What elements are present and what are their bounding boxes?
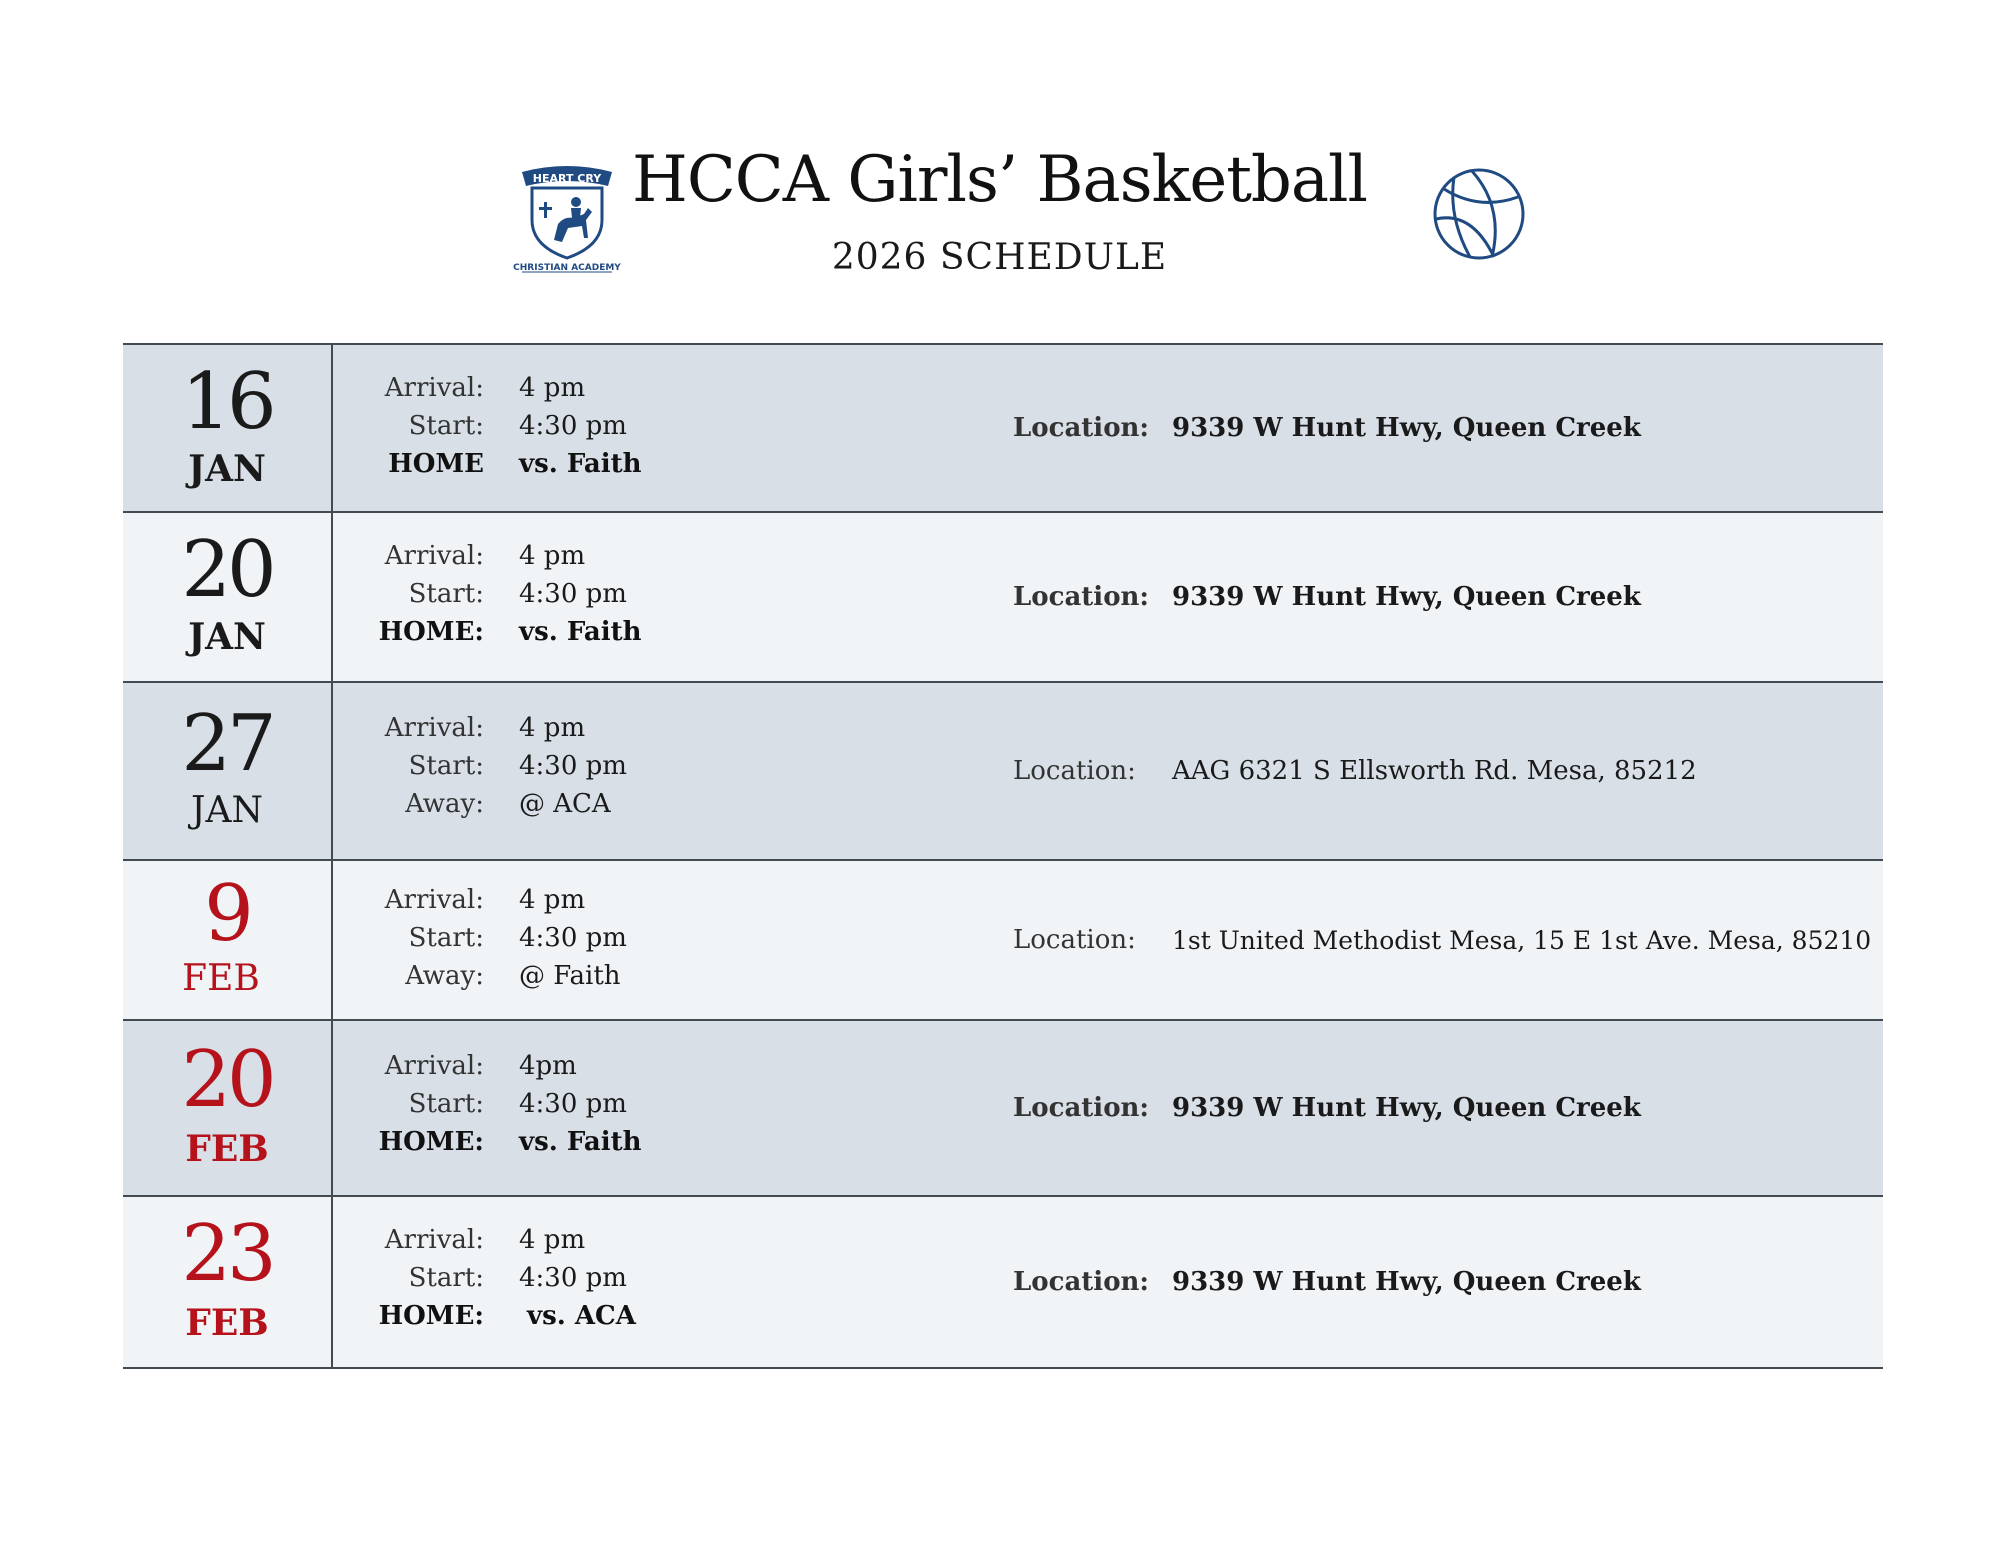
game-info	[363, 1047, 783, 1161]
opponent-line	[363, 1297, 783, 1335]
arrival-value: 4 pm	[519, 1225, 586, 1255]
date-cell	[123, 513, 333, 681]
arrival-value: 4 pm	[519, 373, 586, 403]
page-title: HCCA Girls’ Basketball	[632, 143, 1367, 217]
start-value: 4:30 pm	[519, 411, 627, 441]
start-line	[363, 1085, 783, 1123]
opponent-line	[363, 613, 783, 651]
arrival-line	[363, 1221, 783, 1259]
arrival-line	[363, 537, 783, 575]
arrival-label: Arrival:	[384, 541, 484, 571]
arrival-value: 4 pm	[519, 713, 586, 743]
arrival-label: Arrival:	[384, 1225, 484, 1255]
game-type-label: HOME:	[378, 617, 484, 647]
start-label: Start:	[408, 923, 484, 953]
date-month: FEB	[182, 958, 260, 999]
location-cell	[1013, 345, 1873, 511]
game-type-label: HOME:	[378, 1127, 484, 1157]
opponent-line	[363, 1123, 783, 1161]
location-value: 9339 W Hunt Hwy, Queen Creek	[1172, 582, 1641, 612]
arrival-label: Arrival:	[384, 713, 484, 743]
game-type-label: Away:	[405, 961, 484, 991]
location-label: Location:	[1013, 413, 1150, 443]
opponent-value: vs. Faith	[519, 1127, 642, 1157]
arrival-label: Arrival:	[384, 885, 484, 915]
date-cell	[123, 683, 333, 859]
opponent-value: vs. ACA	[527, 1301, 636, 1331]
start-label: Start:	[408, 1263, 484, 1293]
opponent-value: vs. Faith	[519, 617, 642, 647]
date-cell	[123, 1197, 333, 1367]
location-value: 9339 W Hunt Hwy, Queen Creek	[1172, 1267, 1641, 1297]
arrival-label: Arrival:	[384, 373, 484, 403]
opponent-line	[363, 445, 783, 483]
opponent-value: @ ACA	[519, 789, 611, 819]
start-label: Start:	[408, 411, 484, 441]
schedule-row	[123, 343, 1883, 511]
date-month: JAN	[188, 616, 266, 658]
start-value: 4:30 pm	[519, 1089, 627, 1119]
location-cell	[1013, 1197, 1873, 1367]
start-line	[363, 1259, 783, 1297]
location-value: AAG 6321 S Ellsworth Rd. Mesa, 85212	[1172, 756, 1697, 786]
svg-text:HEART CRY: HEART CRY	[532, 172, 602, 185]
arrival-line	[363, 1047, 783, 1085]
arrival-value: 4pm	[519, 1051, 577, 1081]
schedule-row	[123, 511, 1883, 681]
date-cell	[123, 345, 333, 511]
start-line	[363, 575, 783, 613]
date-month: FEB	[185, 1128, 269, 1170]
start-value: 4:30 pm	[519, 1263, 627, 1293]
start-value: 4:30 pm	[519, 923, 627, 953]
game-type-label: HOME	[388, 449, 484, 479]
date-month: JAN	[191, 790, 263, 831]
game-type-label: Away:	[405, 789, 484, 819]
date-cell	[123, 861, 333, 1019]
date-day: 9	[204, 869, 250, 959]
location-value: 9339 W Hunt Hwy, Queen Creek	[1172, 1093, 1641, 1123]
schedule-row	[123, 1019, 1883, 1195]
start-line	[363, 919, 783, 957]
game-info	[363, 1221, 783, 1335]
schedule-row	[123, 681, 1883, 859]
start-line	[363, 747, 783, 785]
arrival-value: 4 pm	[519, 885, 586, 915]
opponent-line	[363, 957, 783, 995]
location-label: Location:	[1013, 1093, 1150, 1123]
location-label: Location:	[1013, 1267, 1150, 1297]
start-line	[363, 407, 783, 445]
location-label: Location:	[1013, 925, 1136, 955]
page-header	[0, 0, 1999, 320]
date-day: 20	[181, 525, 273, 615]
date-month: JAN	[188, 448, 266, 490]
arrival-line	[363, 709, 783, 747]
location-cell	[1013, 683, 1873, 859]
opponent-line	[363, 785, 783, 823]
game-info	[363, 369, 783, 483]
basketball-icon	[1432, 167, 1526, 261]
date-cell	[123, 1021, 333, 1195]
arrival-value: 4 pm	[519, 541, 586, 571]
location-label: Location:	[1013, 756, 1136, 786]
opponent-value: vs. Faith	[519, 449, 642, 479]
schedule-row	[123, 859, 1883, 1019]
game-info	[363, 881, 783, 995]
opponent-value: @ Faith	[519, 961, 621, 991]
page-subtitle: 2026 SCHEDULE	[831, 237, 1168, 278]
start-label: Start:	[408, 579, 484, 609]
schedule-row	[123, 1195, 1883, 1369]
location-label: Location:	[1013, 582, 1150, 612]
game-info	[363, 709, 783, 823]
start-label: Start:	[408, 1089, 484, 1119]
location-value: 9339 W Hunt Hwy, Queen Creek	[1172, 413, 1641, 443]
location-cell	[1013, 861, 1873, 1019]
location-cell	[1013, 1021, 1873, 1195]
game-info	[363, 537, 783, 651]
start-value: 4:30 pm	[519, 751, 627, 781]
arrival-line	[363, 369, 783, 407]
date-day: 23	[181, 1209, 273, 1299]
schedule-table	[123, 343, 1883, 1369]
location-value: 1st United Methodist Mesa, 15 E 1st Ave. Mesa, 85210	[1172, 925, 1872, 955]
date-day: 16	[181, 357, 273, 447]
svg-text:CHRISTIAN ACADEMY: CHRISTIAN ACADEMY	[513, 263, 621, 273]
date-day: 20	[181, 1035, 273, 1125]
game-type-label: HOME:	[378, 1301, 484, 1331]
start-value: 4:30 pm	[519, 579, 627, 609]
arrival-line	[363, 881, 783, 919]
date-day: 27	[181, 699, 273, 789]
location-cell	[1013, 513, 1873, 681]
start-label: Start:	[408, 751, 484, 781]
arrival-label: Arrival:	[384, 1051, 484, 1081]
date-month: FEB	[185, 1302, 269, 1344]
